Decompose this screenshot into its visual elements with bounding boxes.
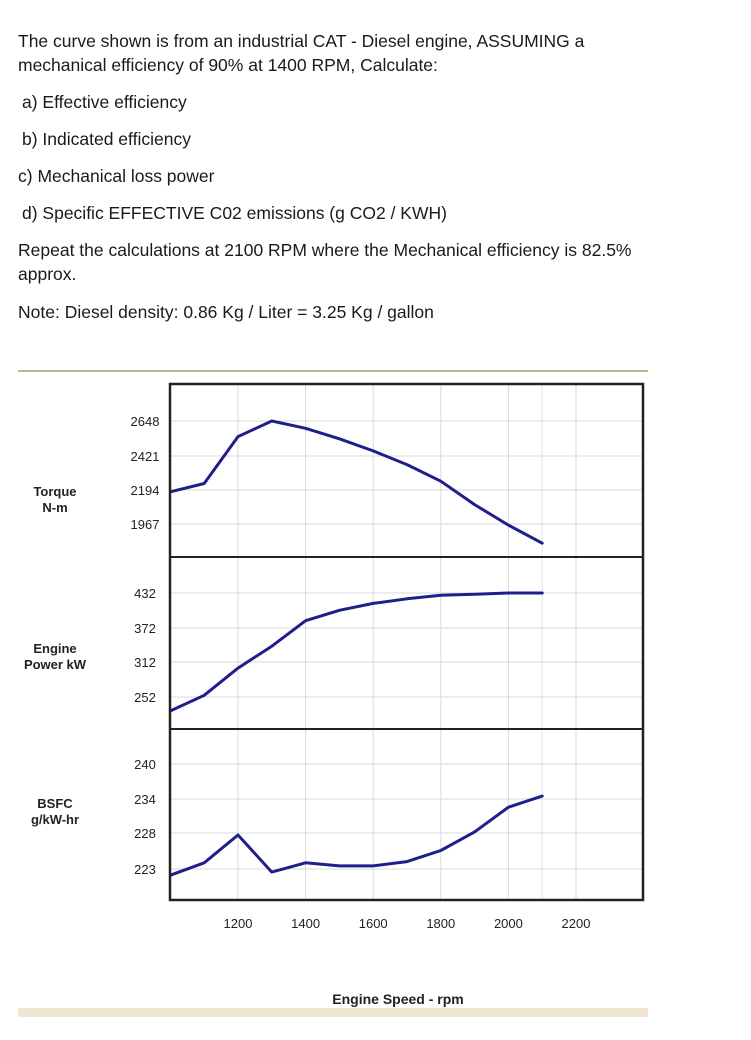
chart-plot-area xyxy=(24,384,643,1007)
chart-bottom-band xyxy=(18,1008,648,1017)
x-tick-label: 2200 xyxy=(561,916,591,931)
panel-label-line1: Engine xyxy=(33,641,77,656)
series-line-power xyxy=(170,593,542,711)
panel-label-line1: Torque xyxy=(33,484,77,499)
density-note: Note: Diesel density: 0.86 Kg / Liter = 3.25 Kg / gallon xyxy=(18,302,434,322)
x-tick-label: 1600 xyxy=(358,916,388,931)
series-line-torque xyxy=(170,421,542,543)
y-tick-label: 2648 xyxy=(130,414,160,429)
x-tick-label: 1400 xyxy=(291,916,321,931)
y-tick-label: 372 xyxy=(134,621,156,636)
panel-label-line2: g/kW-hr xyxy=(30,812,80,827)
y-tick-label: 432 xyxy=(134,586,156,601)
panel-label-line1: BSFC xyxy=(37,796,73,811)
question-b: b) Indicated efficiency xyxy=(22,129,191,149)
y-tick-label: 2421 xyxy=(130,449,160,464)
y-tick-label: 223 xyxy=(134,862,156,877)
x-axis-label: Engine Speed - rpm xyxy=(332,991,464,1007)
repeat-line-1: Repeat the calculations at 2100 RPM where the Mechanical efficiency is 82.5% xyxy=(18,240,632,260)
question-a: a) Effective efficiency xyxy=(22,92,187,112)
y-tick-label: 228 xyxy=(134,826,156,841)
intro-line-2: mechanical efficiency of 90% at 1400 RPM, Calculate: xyxy=(18,55,438,75)
y-tick-label: 1967 xyxy=(130,517,160,532)
question-d: d) Specific EFFECTIVE C02 emissions (g CO2 / KWH) xyxy=(22,203,447,223)
y-tick-label: 2194 xyxy=(130,483,160,498)
y-tick-label: 312 xyxy=(134,655,156,670)
y-tick-label: 252 xyxy=(134,690,156,705)
x-tick-label: 1800 xyxy=(426,916,456,931)
y-tick-label: 234 xyxy=(134,792,156,807)
x-tick-label: 2000 xyxy=(493,916,523,931)
question-c: c) Mechanical loss power xyxy=(18,166,215,186)
panel-label-line2: Power kW xyxy=(23,657,87,672)
intro-line-1: The curve shown is from an industrial CAT - Diesel engine, ASSUMING a xyxy=(18,31,585,51)
series-line-bsfc xyxy=(170,796,542,875)
panel-label-line2: N-m xyxy=(42,500,68,515)
y-tick-label: 240 xyxy=(134,757,156,772)
x-tick-label: 1200 xyxy=(223,916,253,931)
plot-frame xyxy=(170,384,643,900)
repeat-line-2: approx. xyxy=(18,264,77,284)
